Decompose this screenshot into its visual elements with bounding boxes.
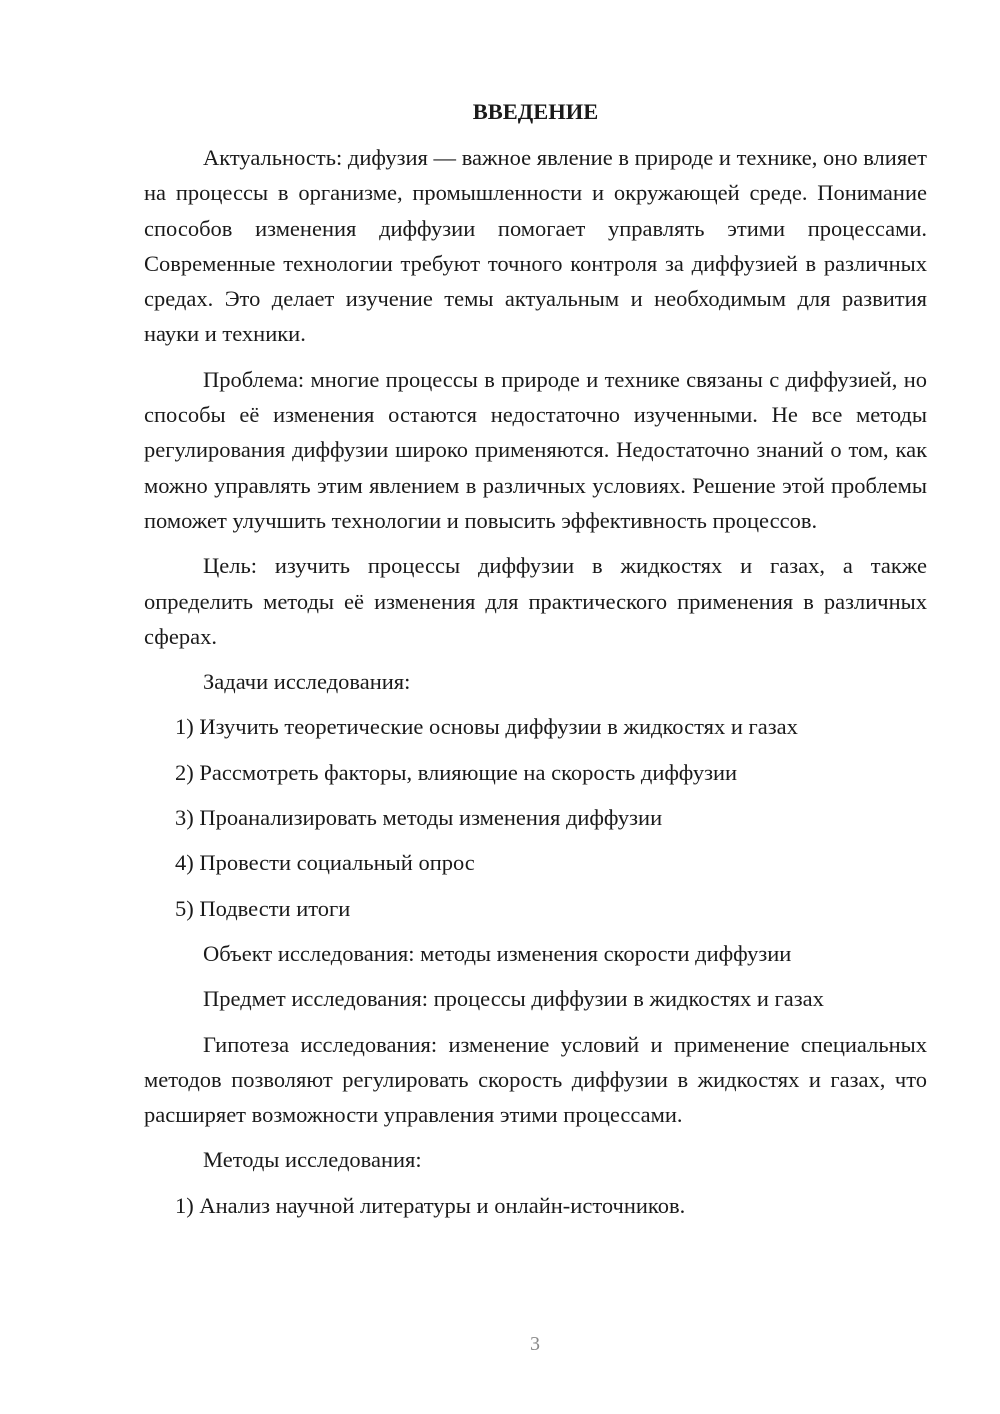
research-subject: Предмет исследования: процессы диффузии в жидкостях и газах — [203, 986, 824, 1012]
goal-paragraph: Цель: изучить процессы диффузии в жидкостях и газах, а также определить методы её изменения для практического применения в различных сферах. — [144, 553, 927, 649]
hypothesis-paragraph: Гипотеза исследования: изменение условий и применение специальных методов позволяют регулировать скорость диффузии в жидкостях и газах, что расширяет возможности управления этими процессами. — [144, 1031, 927, 1128]
relevance-paragraph: Актуальность: дифузия — важное явление в природе и технике, оно влияет на процессы в организме, промышленности и окружающей среде. Понимание способов изменения диффузии помогает управлять этими процессами. Современные технологии требуют точного контроля за диффузией в различных средах. Это делает изучение темы актуальным и необходимым для развития науки и техники. — [144, 145, 927, 347]
methods-heading: Методы исследования: — [203, 1147, 422, 1173]
tasks-heading: Задачи исследования: — [203, 669, 411, 695]
tasks-list — [144, 709, 927, 925]
method-item: 1) Анализ научной литературы и онлайн-источников. — [175, 1192, 686, 1218]
section-title: ВВЕДЕНИЕ — [472, 99, 599, 124]
research-object: Объект исследования: методы изменения скорости диффузии — [203, 940, 792, 966]
task-item: 5) Подвести итоги — [175, 895, 351, 921]
task-item: 1) Изучить теоретические основы диффузии в жидкостях и газах — [175, 714, 798, 740]
task-item: 4) Провести социальный опрос — [175, 850, 475, 876]
page-content — [144, 96, 927, 1233]
page-number: 3 — [530, 1333, 540, 1355]
methods-list — [144, 1188, 927, 1223]
task-item: 3) Проанализировать методы изменения диффузии — [175, 805, 663, 831]
task-item: 2) Рассмотреть факторы, влияющие на скорость диффузии — [175, 759, 738, 785]
problem-paragraph: Проблема: многие процессы в природе и технике связаны с диффузией, но способы её изменения остаются недостаточно изученными. Не все методы регулирования диффузии широко применяются. Недостаточно знаний о том, как можно управлять этим явлением в различных условиях. Решение этой проблемы поможет улучшить технологии и повысить эффективность процессов. — [144, 366, 927, 533]
